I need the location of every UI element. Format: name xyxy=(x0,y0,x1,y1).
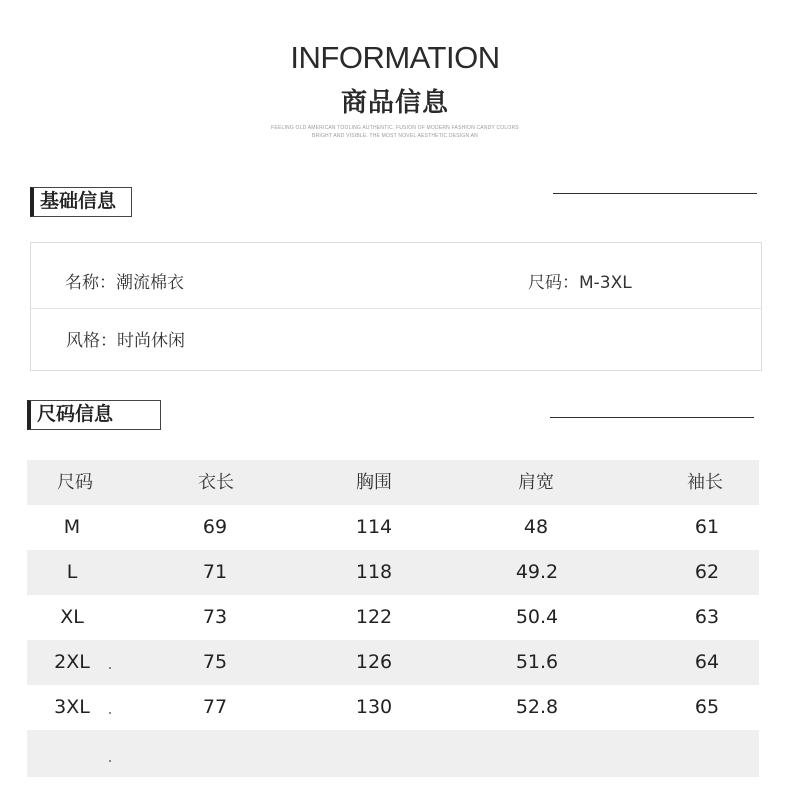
size-table xyxy=(27,460,759,777)
shoulder-cell: 52.8 xyxy=(515,696,559,718)
sleeve-cell: 61 xyxy=(694,516,720,538)
shoulder-cell: 48 xyxy=(523,516,549,538)
chest-cell: 122 xyxy=(355,606,393,628)
basic-info-section-title: 基础信息 xyxy=(30,187,132,217)
size-cell: 3XL xyxy=(54,696,90,718)
basic-info-box xyxy=(30,242,762,371)
size-cell: M xyxy=(63,516,81,538)
column-header-chest: 胸围 xyxy=(356,472,392,493)
chest-cell: 114 xyxy=(355,516,393,538)
length-cell: 77 xyxy=(202,696,228,718)
length-cell: 71 xyxy=(202,561,228,583)
basic-info-divider xyxy=(31,308,761,309)
chest-cell: 126 xyxy=(355,651,393,673)
chest-cell: 118 xyxy=(355,561,393,583)
product-style-label: 风格： xyxy=(66,331,117,351)
size-info-section-title: 尺码信息 xyxy=(27,400,161,430)
column-header-size: 尺码 xyxy=(57,472,93,493)
column-header-shoulder: 肩宽 xyxy=(518,472,554,493)
product-name-row xyxy=(65,268,184,293)
product-name-value: 潮流棉衣 xyxy=(116,273,184,293)
product-size-label: 尺码： xyxy=(528,273,579,293)
size-cell: XL xyxy=(60,606,84,628)
table-row xyxy=(27,685,759,730)
shoulder-cell: 49.2 xyxy=(515,561,559,583)
chest-cell: 130 xyxy=(355,696,393,718)
page-title-cn: 商品信息 xyxy=(340,88,449,118)
column-header-length: 衣长 xyxy=(198,472,234,493)
column-header-sleeve: 袖长 xyxy=(687,472,723,493)
shoulder-cell: 50.4 xyxy=(515,606,559,628)
size-info-rule xyxy=(550,417,754,418)
sleeve-cell: 63 xyxy=(694,606,720,628)
table-row xyxy=(27,640,759,685)
product-name-label: 名称： xyxy=(65,273,116,293)
size-table-header xyxy=(27,460,759,505)
table-row xyxy=(27,595,759,640)
table-row xyxy=(27,550,759,595)
length-cell: 75 xyxy=(202,651,228,673)
shoulder-cell: 51.6 xyxy=(515,651,559,673)
product-size-row xyxy=(528,268,632,293)
product-style-value: 时尚休闲 xyxy=(117,331,185,351)
basic-info-rule xyxy=(553,193,757,194)
table-row xyxy=(27,505,759,550)
tagline-line-2: BRIGHT AND VISIBLE. THE MOST NOVEL AESTHETIC DESIGN AN xyxy=(312,133,478,139)
page-title-en: INFORMATION xyxy=(290,40,500,75)
product-size-value: M-3XL xyxy=(579,273,632,293)
stray-dot xyxy=(109,667,111,669)
stray-dot xyxy=(109,760,111,762)
empty-table-row xyxy=(27,730,759,777)
size-cell: L xyxy=(66,561,78,583)
tagline-line-1: FEELING OLD AMERICAN TOOLING AUTHENTIC. FUSION OF MODERN FASHION CANDY COLORS xyxy=(271,125,519,131)
length-cell: 73 xyxy=(202,606,228,628)
product-style-row xyxy=(66,326,185,351)
sleeve-cell: 62 xyxy=(694,561,720,583)
sleeve-cell: 65 xyxy=(694,696,720,718)
sleeve-cell: 64 xyxy=(694,651,720,673)
length-cell: 69 xyxy=(202,516,228,538)
stray-dot xyxy=(109,712,111,714)
size-cell: 2XL xyxy=(54,651,90,673)
